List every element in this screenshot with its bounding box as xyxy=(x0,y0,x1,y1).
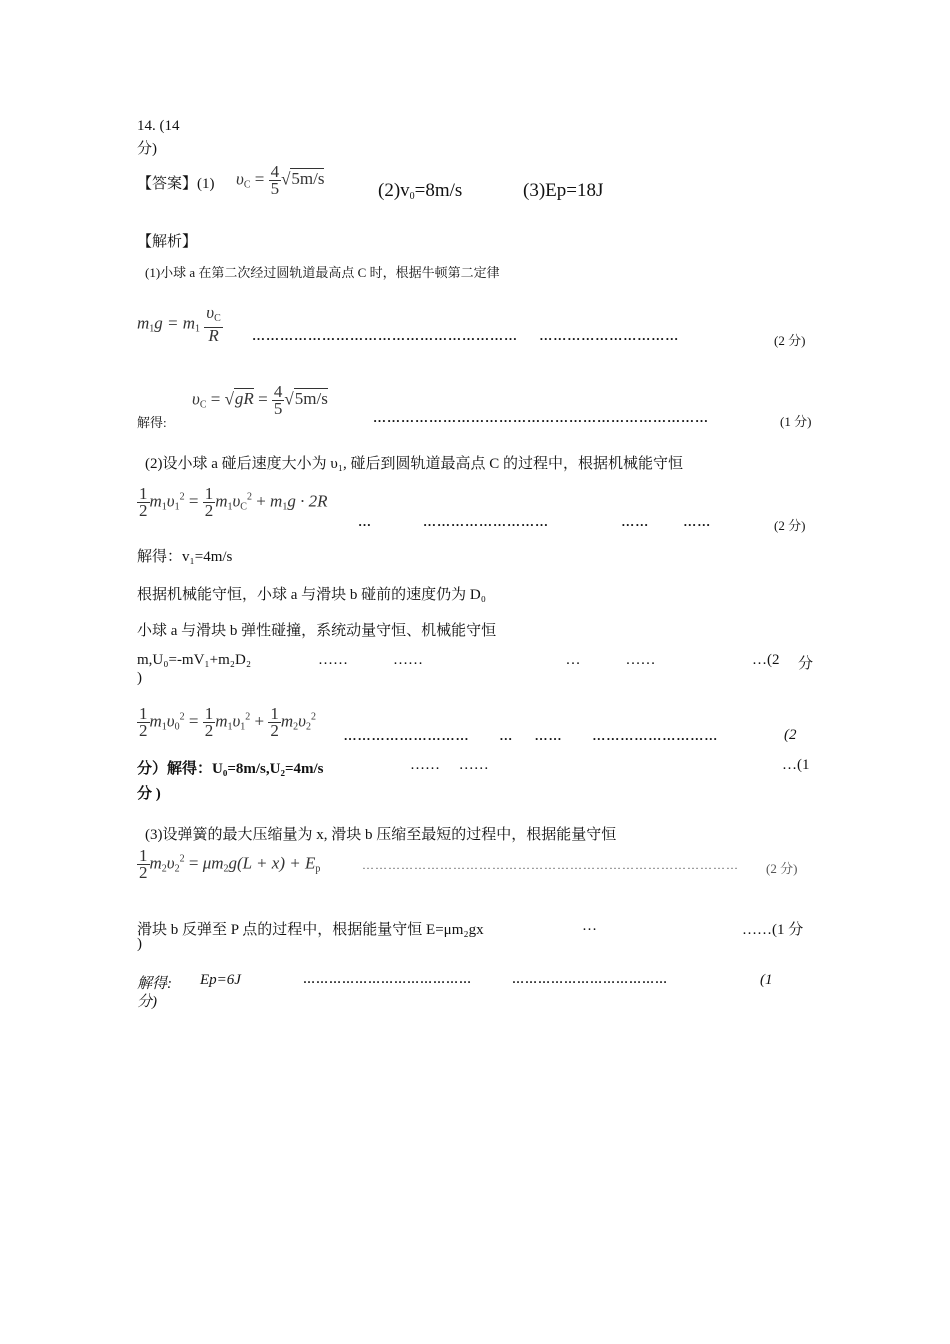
dot-leader: …………………………………………………………………………… xyxy=(362,858,739,872)
final-label: 解得: xyxy=(137,976,172,992)
fraction-numerator: 4 xyxy=(270,162,280,181)
eq2-score: (1 分) xyxy=(780,414,812,429)
answer-part2-value: =8m/s xyxy=(414,180,463,201)
step2-intro: (2)设小球 a 碰后速度大小为 υ₁, 碰后到圆轨道最高点 C 的过程中，根据机械能守恒 xyxy=(145,456,684,472)
energy-score-result xyxy=(137,757,324,778)
answer-part1-fraction xyxy=(269,164,282,197)
eq1-score: (2 分) xyxy=(774,333,806,348)
answer-part2-sub: 0 xyxy=(409,191,415,202)
final-score: (1 xyxy=(760,972,773,988)
dot-leader: ……………………………………………………………… xyxy=(373,410,709,425)
rebound-score: ……(1 分 xyxy=(742,922,804,938)
rebound-score-close: ) xyxy=(137,936,142,952)
dot-leader: …… …… … …… xyxy=(318,652,656,668)
equation-newton: $m_1g = m_1$ $\frac{\upsilon_C}{R}$ xyxy=(137,303,221,345)
result-score: …(1 xyxy=(782,757,810,773)
equation-energy-1: $\frac{1}{2}$ $m_1\upsilon_1^2$ = $\frac{1}{2}$ $m_1\upsilon_C^2 + m_1g \cdot 2R$ xyxy=(139,484,328,520)
dot-leader: … ……………………… …… …… xyxy=(358,514,712,529)
answer-label: 【答案】(1) xyxy=(137,176,215,192)
answer-part1-formula: $\upsilon_C$ = $\frac{4}{5}$ √5m/s xyxy=(236,162,325,198)
rebound-line: 滑块 b 反弹至 P 点的过程中，根据能量守恒 E=μm₂gx xyxy=(137,922,484,938)
eq5-score: (2 分) xyxy=(766,861,798,876)
final-score-close: 分) xyxy=(137,994,157,1010)
result-score-close: 分 ) xyxy=(137,786,161,802)
answer-part1-sub: C xyxy=(243,179,251,191)
final-value: Ep=6J xyxy=(200,972,241,988)
equation-energy-2: $\frac{1}{2}$ $m_1\upsilon_0^2$ = $\frac{1}{2}$ $m_1\upsilon_1^2$ + $\frac{1}{2}$ $m_2\upsilon_2^2$ xyxy=(139,704,316,740)
dot-leader: ……………………… … …… ……………………… xyxy=(344,728,719,743)
question-points: 分) xyxy=(137,141,157,157)
conservation-line: 根据机械能守恒，小球 a 与滑块 b 碰前的速度仍为 D₀ xyxy=(137,587,486,603)
answer-part1-symbol: υ xyxy=(236,169,244,189)
momentum-score-unit: 分 xyxy=(798,656,814,672)
answer-part1-value: 5m/s xyxy=(291,169,325,189)
analysis-label: 【解析】 xyxy=(137,234,198,250)
eq3-score: (2 分) xyxy=(774,518,806,533)
dot-leader: … xyxy=(582,918,597,934)
energy-score: (2 xyxy=(784,727,797,743)
momentum-score: …(2 xyxy=(752,652,780,668)
question-number: 14. (14 xyxy=(137,118,180,134)
equation-vc: $\upsilon_C = √gR$ = $\frac{4}{5}$ √5m/s xyxy=(192,382,328,418)
dot-leader: ………………………………… ……………………………… xyxy=(303,972,668,986)
dot-leader: ………………………………………………… ………………………… xyxy=(252,328,680,343)
answer-part2 xyxy=(378,180,462,202)
answer-part3: (3)Ep=18J xyxy=(523,180,604,201)
v1-result: 解得：v₁=4m/s xyxy=(137,549,233,565)
dot-leader: …… …… xyxy=(410,757,489,773)
answer-part2-label: (2)v xyxy=(378,180,410,201)
step3-intro: (3)设弹簧的最大压缩量为 x, 滑块 b 压缩至最短的过程中，根据能量守恒 xyxy=(145,827,617,843)
equation-spring: $\frac{1}{2}$ $m_2\upsilon_2^2 = \mu m_2g(L + x) + E_p$ xyxy=(139,846,321,882)
collision-line: 小球 a 与滑块 b 弹性碰撞，系统动量守恒、机械能守恒 xyxy=(137,623,497,639)
fraction-denominator: 5 xyxy=(270,179,280,198)
collision-results: 分）解得：U₀=8m/s,U₂=4m/s xyxy=(137,761,324,777)
momentum-score-close: ) xyxy=(137,670,142,686)
answer-part1-eq: = xyxy=(254,169,265,189)
step1-intro: (1)小球 a 在第二次经过圆轨道最高点 C 时，根据牛顿第二定律 xyxy=(145,265,500,280)
momentum-equation: m,U₀=-mV₁+m₂D₂ xyxy=(137,652,252,668)
solve-label: 解得: xyxy=(137,415,167,430)
